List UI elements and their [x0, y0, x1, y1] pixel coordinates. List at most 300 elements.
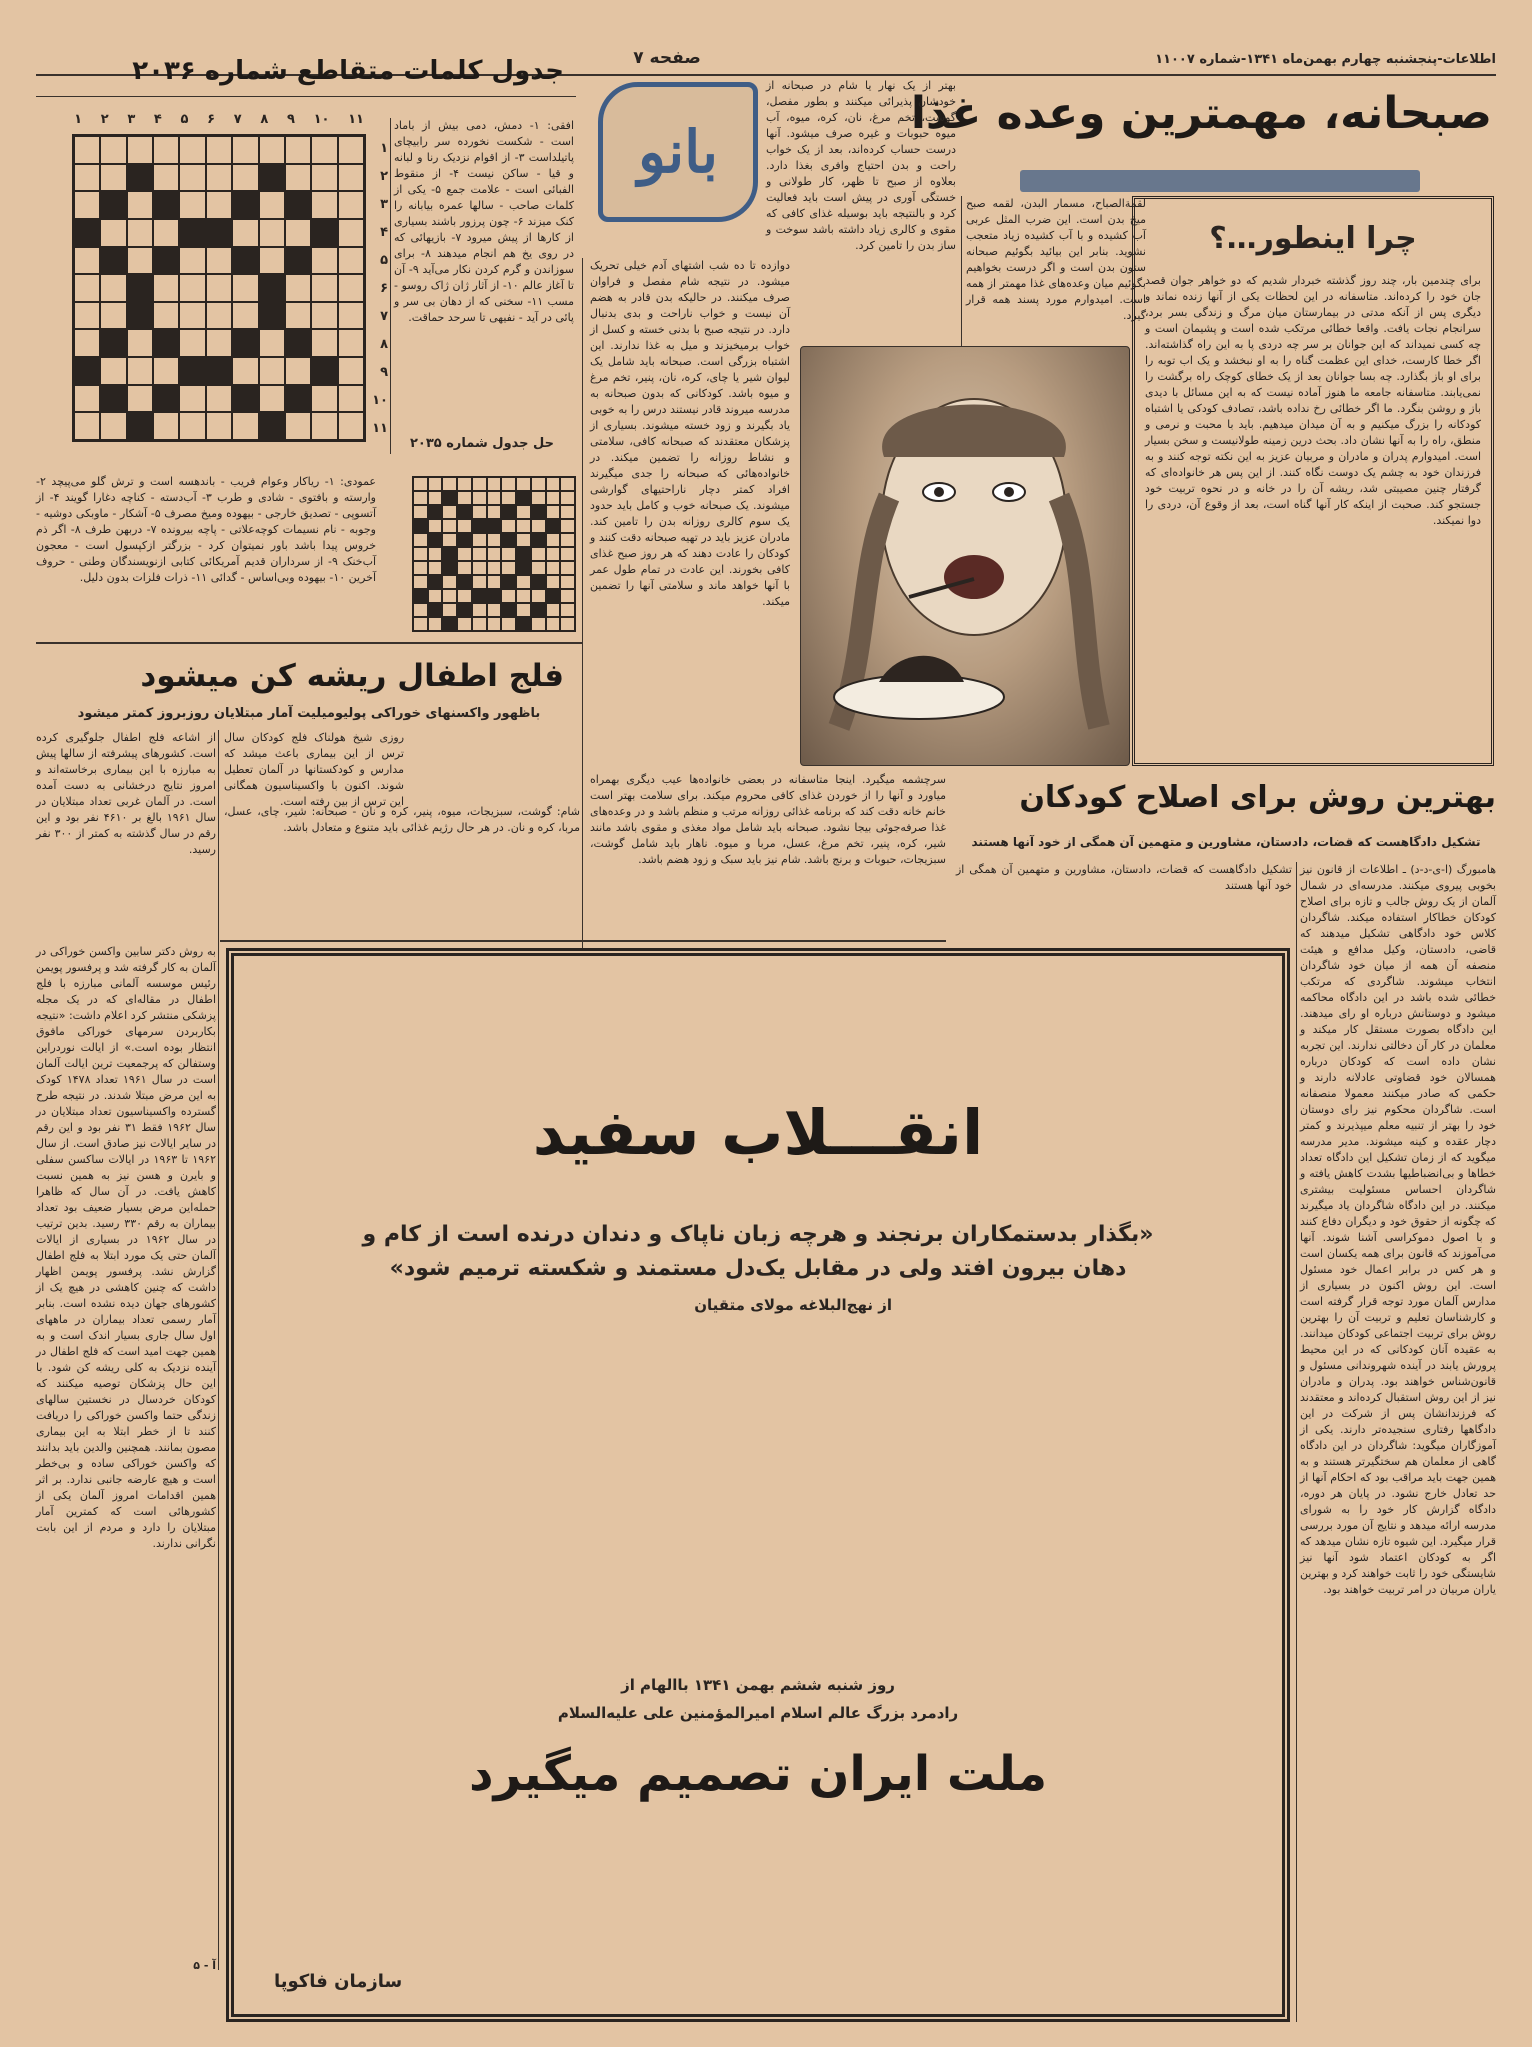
crossword-cell	[457, 575, 472, 589]
col-number: ۷	[233, 112, 242, 127]
crossword-cell[interactable]	[285, 329, 311, 357]
crossword-cell	[442, 603, 457, 617]
row-number: ۸	[380, 336, 388, 352]
crossword-cell	[442, 617, 457, 631]
crossword-cell	[428, 533, 443, 547]
crossword-cell	[442, 519, 457, 533]
crossword-cell	[487, 477, 502, 491]
crossword-cell[interactable]	[259, 412, 285, 440]
crossword-cell	[501, 519, 516, 533]
crossword-cell[interactable]	[259, 274, 285, 302]
crossword-cell[interactable]	[153, 164, 179, 192]
crossword-cell[interactable]	[153, 329, 179, 357]
crossword-cell[interactable]	[74, 219, 100, 247]
crossword-cell[interactable]	[206, 357, 232, 385]
crossword-row-numbers	[370, 134, 388, 442]
crossword-cell[interactable]	[259, 329, 285, 357]
crossword-down-clues: عمودی: ۱- ریاکار وعوام فریب - باندهسه است و ترش گلو می‌پیچد ۲- وارسته و بافتوی - شادی و طرب ۳- آب‌دسته - کناچه دغارا گویند ۴- از آتسوپی - تصدیق خارجی - بیهوده ومیخ مصرف ۵- آشکار - ماوبکی دوشیه - وجوبه - نام نسیمات کوچه‌علاتی - پاچه بیرونده ۷- دربهن طرف ۸- اگر ذم خروس پیدا باشد باور نمیتوان کرد - بزرگتر ازکپسول است - معجون آب‌خنک ۹- از سرداران قدیم آمریکائی کتابی ازنویسندگان وطنی - حروف آخرین ۱۰- بیهوده وبی‌اساس - گدائی ۱۱- ذرات فلزات بدون دلیل.	[36, 475, 377, 584]
crossword-cell	[560, 491, 575, 505]
crossword-cell	[531, 477, 546, 491]
crossword-cell[interactable]	[100, 302, 126, 330]
crossword-cell	[487, 533, 502, 547]
crossword-cell	[457, 505, 472, 519]
crossword-cell[interactable]	[153, 136, 179, 164]
crossword-cell	[516, 519, 531, 533]
crossword-cell[interactable]	[100, 412, 126, 440]
issue-line: اطلاعات-پنجشنبه چهارم بهمن‌ماه ۱۳۴۱-شماره ۱۱۰۰۷	[1155, 52, 1496, 67]
crossword-cell[interactable]	[285, 357, 311, 385]
crossword-cell[interactable]	[153, 247, 179, 275]
crossword-cell	[516, 505, 531, 519]
reform-body-lead	[956, 862, 1292, 942]
crossword-cell	[413, 561, 428, 575]
crossword-cell	[472, 575, 487, 589]
ad-slogan: ملت ایران تصمیم میگیرد	[468, 1746, 1048, 1802]
crossword-cell	[428, 575, 443, 589]
crossword-cell[interactable]	[311, 274, 337, 302]
clue-divider	[390, 118, 391, 454]
crossword-cell[interactable]	[179, 385, 205, 413]
crossword-cell[interactable]	[127, 357, 153, 385]
col-number: ۶	[207, 112, 216, 127]
crossword-cell[interactable]	[153, 219, 179, 247]
crossword-cell	[457, 617, 472, 631]
row-number: ۶	[380, 280, 388, 296]
crossword-cell	[442, 533, 457, 547]
crossword-cell[interactable]	[74, 329, 100, 357]
crossword-cell[interactable]	[127, 219, 153, 247]
crossword-cell[interactable]	[311, 385, 337, 413]
crossword-cell	[516, 477, 531, 491]
crossword-cell[interactable]	[338, 302, 364, 330]
why-title: چرا اینطور…؟	[1209, 221, 1417, 256]
row-number: ۲	[380, 168, 388, 184]
crossword-cell[interactable]	[179, 164, 205, 192]
ad-headline: انقـــلاب سفید	[532, 1096, 984, 1169]
crossword-cell	[560, 589, 575, 603]
crossword-cell	[546, 519, 561, 533]
crossword-cell[interactable]	[338, 357, 364, 385]
crossword-cell	[501, 575, 516, 589]
crossword-cell[interactable]	[232, 136, 258, 164]
crossword-cell	[413, 547, 428, 561]
polio-divider	[218, 730, 219, 1970]
crossword-cell[interactable]	[206, 191, 232, 219]
crossword-cell[interactable]	[153, 274, 179, 302]
crossword-cell[interactable]	[206, 247, 232, 275]
crossword-cell[interactable]	[74, 247, 100, 275]
ad-quote: «بگذار بدستمکاران برنجند و هرچه زبان ناپاک و دندان درنده است از کام و دهان بیرون افتد ولی در مقابل یک‌دل مستمند و شکسته ترمیم شود»	[362, 1222, 1154, 1281]
crossword-cell	[442, 561, 457, 575]
crossword-cell	[546, 603, 561, 617]
banoo-logo-text: بانو	[638, 118, 718, 186]
food-column-tail: شام: گوشت، سبزیجات، میوه، پنیر، کره و نان - صبحانه: شیر، چای، عسل، مربا، کره و نان. در هر حال رژیم غذائی باید متنوع و متعادل باشد.	[224, 805, 580, 834]
crossword-cell[interactable]	[127, 136, 153, 164]
crossword-cell[interactable]	[232, 274, 258, 302]
crossword-cell	[501, 561, 516, 575]
crossword-cell	[428, 505, 443, 519]
row-number: ۹	[380, 364, 388, 380]
ad-imam-line: رادمرد بزرگ عالم اسلام امیرالمؤمنین علی علیه‌السلام	[557, 1704, 959, 1722]
crossword-cell	[560, 505, 575, 519]
crossword-cell[interactable]	[259, 302, 285, 330]
crossword-cell[interactable]	[206, 164, 232, 192]
crossword-cell	[487, 589, 502, 603]
crossword-cell[interactable]	[127, 191, 153, 219]
crossword-cell[interactable]	[259, 357, 285, 385]
crossword-cell[interactable]	[285, 274, 311, 302]
crossword-cell[interactable]	[179, 136, 205, 164]
crossword-cell[interactable]	[127, 329, 153, 357]
crossword-cell	[546, 561, 561, 575]
crossword-cell[interactable]	[285, 247, 311, 275]
polio-subtitle: باظهور واکسنهای خوراکی پولیومیلیت آمار مبتلایان روزبروز کمتر میشود	[77, 706, 541, 721]
crossword-cell[interactable]	[206, 385, 232, 413]
crossword-cell	[472, 547, 487, 561]
crossword-cell	[442, 589, 457, 603]
crossword-cell	[487, 575, 502, 589]
crossword-cell	[560, 617, 575, 631]
reform-headline: بهترین روش برای اصلاح کودکان	[1019, 780, 1496, 815]
crossword-cell	[428, 561, 443, 575]
food-divider	[582, 258, 583, 948]
crossword-cell[interactable]	[74, 274, 100, 302]
crossword-cell	[442, 477, 457, 491]
crossword-cell	[501, 491, 516, 505]
col-number: ۵	[180, 112, 189, 127]
crossword-cell	[516, 603, 531, 617]
crossword-cell[interactable]	[100, 191, 126, 219]
ad-source: از نهج‌البلاغه مولای متقیان	[694, 1296, 892, 1314]
crossword-cell	[428, 491, 443, 505]
row-number: ۱۱	[372, 420, 388, 436]
crossword-cell[interactable]	[179, 412, 205, 440]
crossword-cell	[472, 603, 487, 617]
crossword-cell[interactable]	[153, 385, 179, 413]
crossword-cell[interactable]	[127, 412, 153, 440]
crossword-cell[interactable]	[338, 329, 364, 357]
crossword-cell[interactable]	[100, 247, 126, 275]
crossword-cell[interactable]	[338, 274, 364, 302]
crossword-cell[interactable]	[232, 191, 258, 219]
crossword-cell	[428, 547, 443, 561]
crossword-cell	[487, 519, 502, 533]
girl-eating-illustration	[800, 346, 1130, 766]
crossword-cell	[546, 547, 561, 561]
crossword-cell	[487, 603, 502, 617]
row-number: ۱	[380, 140, 388, 156]
crossword-cell	[487, 505, 502, 519]
crossword-cell[interactable]	[311, 219, 337, 247]
crossword-cell[interactable]	[232, 385, 258, 413]
middle-bottom-rule	[220, 940, 946, 942]
illustration-sketch	[799, 347, 1129, 767]
crossword-cell	[546, 589, 561, 603]
crossword-cell[interactable]	[74, 191, 100, 219]
crossword-cell[interactable]	[179, 357, 205, 385]
crossword-cell	[428, 519, 443, 533]
ad-org: سازمان فاکوپا	[274, 1971, 403, 1992]
crossword-cell	[457, 547, 472, 561]
crossword-cell	[413, 575, 428, 589]
crossword-cell[interactable]	[153, 302, 179, 330]
row-number: ۵	[380, 252, 388, 268]
crossword-cell[interactable]	[74, 164, 100, 192]
crossword-cell[interactable]	[338, 412, 364, 440]
crossword-cell[interactable]	[259, 219, 285, 247]
crossword-cell	[428, 477, 443, 491]
crossword-cell	[501, 505, 516, 519]
crossword-cell[interactable]	[74, 302, 100, 330]
crossword-title: جدول کلمات متقاطع شماره ۲۰۳۶	[132, 56, 564, 86]
row-number: ۳	[380, 196, 388, 212]
crossword-cell[interactable]	[311, 302, 337, 330]
crossword-cell[interactable]	[285, 385, 311, 413]
crossword-cell	[472, 519, 487, 533]
crossword-cell	[457, 477, 472, 491]
crossword-cell[interactable]	[311, 191, 337, 219]
crossword-cell	[457, 589, 472, 603]
white-revolution-ad	[226, 948, 1290, 2022]
crossword-cell	[413, 519, 428, 533]
crossword-cell[interactable]	[232, 357, 258, 385]
crossword-cell	[413, 589, 428, 603]
crossword-cell[interactable]	[232, 412, 258, 440]
crossword-cell	[457, 491, 472, 505]
food-column-bottom: سرچشمه میگیرد. اینجا متاسفانه در بعضی خانواده‌ها عیب دیگری بهمراه میاورد و آنها را از خوردن غذای کافی محروم میکند. برای سلامت بهتر است خانم خانه دقت کند که برنامه غذائی روزانه مرتب و منظم باشد و در وعده‌های غذا صرفه‌جوئی بیجا نشود. صبحانه باید شامل مواد مغذی و مقوی باشد مانند شیر، کره، پنیر، تخم مرغ، عسل، مربا و میوه. ناهار باید شامل گوشت، سبزیجات، حبوبات و برنج باشد. شام نیز باید سبک و زود هضم باشد.	[590, 773, 946, 866]
crossword-cell	[413, 505, 428, 519]
crossword-cell	[472, 589, 487, 603]
crossword-cell[interactable]	[206, 136, 232, 164]
crossword-cell	[442, 491, 457, 505]
crossword-cell[interactable]	[232, 219, 258, 247]
crossword-cell[interactable]	[259, 385, 285, 413]
crossword-cell[interactable]	[127, 302, 153, 330]
crossword-cell[interactable]	[206, 274, 232, 302]
crossword-cell	[546, 533, 561, 547]
crossword-cell	[546, 505, 561, 519]
col-number: ۱	[74, 112, 83, 127]
crossword-cell[interactable]	[100, 357, 126, 385]
col-number: ۹	[286, 112, 295, 127]
crossword-cell[interactable]	[100, 164, 126, 192]
crossword-cell	[531, 533, 546, 547]
col-number: ۲	[100, 112, 109, 127]
crossword-cell	[413, 477, 428, 491]
crossword-cell	[487, 491, 502, 505]
crossword-cell	[531, 519, 546, 533]
crossword-cell	[501, 547, 516, 561]
crossword-cell	[560, 519, 575, 533]
crossword-cell	[413, 491, 428, 505]
crossword-cell[interactable]	[127, 247, 153, 275]
crossword-cell[interactable]	[338, 219, 364, 247]
crossword-cell[interactable]	[338, 164, 364, 192]
crossword-cell[interactable]	[179, 302, 205, 330]
crossword-cell	[472, 491, 487, 505]
polio-side-column: به روش دکتر سابین واکسن خوراکی در آلمان به کار گرفته شد و پرفسور پویمن رئیس موسسه آلمانی مبارزه با فلج اطفال در مقاله‌ای که در یک مجله پزشکی منتشر کرد اعلام داشت: «نتیجه بکاربردن سرمهای خوراکی مافوق انتظار بوده است.» از ایالت نوردراین وستفالن که پرجمعیت ترین ایالت آلمان است در سال ۱۹۶۱ تعداد ۱۴۷۸ کودک به این مرض مبتلا شدند. در نتیجه طرح گسترده واکسیناسیون تعداد مبتلایان در سال ۱۹۶۲ فقط ۳۱ نفر بود و این رقم در سایر ایالات نیز صادق است. از سال ۱۹۶۲ تا ۱۹۶۳ در ایالات ساکسن سفلی و بایرن و هسن نیز به همین نسبت کاهش یافت. در آن سال که ظاهرا حمله‌این مرض بسیار ضعیف بود تعداد بیماران به رقم ۳۳۰ رسید. بدین ترتیب در سال ۱۹۶۲ در بسیاری از ایالات آلمان حتی یک مورد ابتلا به فلج اطفال گزارش نشد. پرفسور پویمن اظهار داشت که چنین کاهشی در هیچ یک از کشورهای جهان دیده نشده است. بنابر آمار رسمی تعداد بیماران در ماههای اول سال جاری بسیار اندک است و به همین جهت امید است که فلج اطفال در آینده نزدیک به کلی ریشه کن شود. با این حال پزشکان توصیه میکنند که کودکان خردسال در نخستین سالهای زندگی حتما واکسن خوراکی را دریافت کنند تا از خطر ابتلا به این بیماری مصون بمانند. همچنین والدین باید بدانند که واکسن خوراکی ساده و بی‌خطر است و هیچ عارضه جانبی ندارد. بر اثر همین اقدامات امروز آلمان یکی از کشورهائی است که کمترین آمار مبتلایان را دارد و مردم از این بابت نگرانی ندارند.	[36, 945, 217, 1550]
crossword-cell	[413, 617, 428, 631]
crossword-cell[interactable]	[285, 136, 311, 164]
crossword-cell[interactable]	[74, 136, 100, 164]
crossword-cell[interactable]	[179, 274, 205, 302]
reform-subtitle: تشکیل دادگاهست که قضات، دادستان، مشاورین و متهمین آن همگی از خود آنها هستند	[971, 835, 1481, 849]
crossword-cell[interactable]	[285, 191, 311, 219]
banoo-logo	[598, 82, 758, 222]
reform-lead-text: تشکیل دادگاهست که قضات، دادستان، مشاورین و متهمین آن همگی از خود آنها هستند	[956, 863, 1292, 892]
crossword-cell	[487, 617, 502, 631]
crossword-cell	[531, 603, 546, 617]
breakfast-divider	[961, 196, 962, 346]
crossword-cell[interactable]	[285, 219, 311, 247]
crossword-cell[interactable]	[74, 385, 100, 413]
crossword-cell	[531, 589, 546, 603]
crossword-cell	[457, 561, 472, 575]
crossword-cell	[531, 617, 546, 631]
polio-col-b: روزی شیخ هولناک فلج کودکان سال ترس از این بیماری باعث میشد که مدارس و کودکستانها در آلمان تعطیل شوند. اکنون با واکسیناسیون همگانی این ترس از بین رفته است.	[224, 731, 404, 808]
ad-date-line: روز شنبه ششم بهمن ۱۳۴۱ باالهام از	[621, 1676, 895, 1694]
crossword-cell	[501, 533, 516, 547]
crossword-cell[interactable]	[127, 274, 153, 302]
crossword-cell[interactable]	[338, 191, 364, 219]
why-body: برای چندمین بار، چند روز گذشته خبردار شدیم که دو خواهر جوان قصد جان خود را کرده‌اند. متاسفانه در این لحظات یکی از آنها زنده نماند و دیگری پس از آنکه مدتی در بیمارستان میان مرگ و زندگی بسر برد، سرانجام نجات یافت. واقعا خطائی مرتکب شده است و پشیمان است و چه کسی نمیداند که این جوانان بر سر چه دردی پا به این راه گذاشته‌اند. اگر خطا کارست، خدای این عظمت گناه را به او نبخشد و یک اب توبه را برای او باز بگذارد. چه بسا جوانان بعد از یک خطای کوچک راه برگشت را نمی‌یابند. متاسفانه جامعه ما هنوز آماده نیست که به این مسائل با دیدی باز و روشن بنگرد. ما اگر خطائی رخ نداده باشد، تصادف کودکی یا اشتباه کودکانه را بزرگ میکنیم و به آن میدان میدهیم. باید با محبت و نرمی و منطق، راه را به آنها نشان داد. بحث درین زمینه طولانیست و سخن بسیار است. امیدوارم پدران و مادران و مربیان عزیز به این نکته توجه کنند و به فرزندان خود به چشم یک دوست نگاه کنند. از این پس هر خانواده‌ای که گرفتار چنین مصیبتی شد، ریشه آن را در خانه و در نحوه تربیت خود جستجو کند. صحبت از اینکه کار آنها گناه است، بعد از وقوع آن، دردی را دوا نمیکند.	[1145, 274, 1481, 527]
crossword-cell[interactable]	[232, 247, 258, 275]
crossword-cell[interactable]	[311, 164, 337, 192]
crossword-cell	[516, 547, 531, 561]
col-number: ۱۰	[313, 112, 330, 127]
crossword-cell[interactable]	[127, 385, 153, 413]
crossword-cell[interactable]	[338, 136, 364, 164]
crossword-cell[interactable]	[153, 191, 179, 219]
polio-footnote: آ - ۵	[193, 1959, 216, 1972]
crossword-cell[interactable]	[100, 219, 126, 247]
crossword-cell[interactable]	[74, 357, 100, 385]
crossword-col-numbers	[74, 112, 364, 127]
crossword-cell[interactable]	[338, 247, 364, 275]
crossword-cell	[501, 617, 516, 631]
crossword-cell	[516, 533, 531, 547]
crossword-cell	[531, 547, 546, 561]
col-number: ۳	[127, 112, 136, 127]
crossword-cell	[560, 603, 575, 617]
col-number: ۸	[260, 112, 269, 127]
crossword-cell[interactable]	[153, 412, 179, 440]
crossword-cell[interactable]	[232, 302, 258, 330]
crossword-cell	[531, 505, 546, 519]
crossword-cell	[457, 519, 472, 533]
crossword-cell	[472, 505, 487, 519]
crossword-cell[interactable]	[206, 412, 232, 440]
crossword-cell	[516, 617, 531, 631]
crossword-grid[interactable]	[72, 134, 366, 442]
crossword-cell	[457, 533, 472, 547]
col-number: ۱۱	[348, 112, 364, 127]
crossword-bottom-rule	[36, 642, 582, 644]
crossword-cell[interactable]	[259, 247, 285, 275]
crossword-cell	[428, 617, 443, 631]
crossword-cell[interactable]	[285, 302, 311, 330]
crossword-cell	[501, 477, 516, 491]
breakfast-col1: بهتر از یک نهار یا شام در صبحانه از خودشان پذیرائی میکنند و بطور مفصل، گوشت، تخم مرغ، نان، کره، میوه، آب میوه حبوبات و غیره صرف میشود. آنها درست حساب کرده‌اند، بعد از یک خواب راحت و بدن احتیاج وافری بغذا دارد. بعلاوه از صبح تا ظهر، کار طولانی و خستگی آوری در پیش است باید فعالیت کرد و بالنتیجه باید بوسیله غذای کافی که مقوی و کالری زیاد داشته باشد سوخت و ساز بدن را تامین کرد.	[766, 79, 956, 252]
crossword-cell	[472, 561, 487, 575]
crossword-cell[interactable]	[311, 329, 337, 357]
crossword-cell	[501, 603, 516, 617]
crossword-cell	[560, 547, 575, 561]
crossword-cell[interactable]	[259, 136, 285, 164]
polio-headline: فلج اطفال ریشه کن میشود	[140, 658, 564, 694]
crossword-cell[interactable]	[179, 247, 205, 275]
crossword-cell	[442, 575, 457, 589]
crossword-cell	[546, 575, 561, 589]
crossword-cell[interactable]	[127, 164, 153, 192]
crossword-cell[interactable]	[206, 329, 232, 357]
crossword-cell[interactable]	[285, 164, 311, 192]
crossword-cell[interactable]	[311, 412, 337, 440]
crossword-cell[interactable]	[285, 412, 311, 440]
crossword-cell[interactable]	[179, 329, 205, 357]
crossword-cell[interactable]	[100, 136, 126, 164]
crossword-cell[interactable]	[153, 357, 179, 385]
crossword-cell[interactable]	[206, 219, 232, 247]
breakfast-col2: لقمةالصباح، مسمار البدن، لقمه صبح میخ بدن است. این ضرب المثل عربی آب کشیده و با آب کشیده زیاد متعجب نشوید. بنابر این بیائید بگوئیم صبحانه ستون بدن است و اگر درست بخواهیم بگوئیم میان وعده‌های غذا مهمتر از همه است. امیدوارم مورد پسند همه قرار گیرد.	[966, 197, 1146, 322]
col-number: ۴	[153, 112, 162, 127]
crossword-cell[interactable]	[100, 385, 126, 413]
crossword-cell	[516, 561, 531, 575]
crossword-cell[interactable]	[100, 274, 126, 302]
crossword-cell[interactable]	[338, 385, 364, 413]
crossword-cell[interactable]	[232, 164, 258, 192]
crossword-across-clues: افقی: ۱- دمش، دمی بیش از باماد است - شکست نخورده سر رابیچای پاتیلداست ۳- از اقوام نزدیک رنا و لبانه و قیا - ساکن نیست ۴- از منقوط الفبائی است - علامت جمع ۵- یکی از کلمات صاحب - سالها عمره بیابانه را کنک میزند ۶- چون پرزور باشند بسیاری از کارها از پیش میرود ۷- بازیهائی که در روی یخ هم انجام میدهند ۸- برای سوزاندن و گرم کردن نکار می‌آید ۹- آن تا آغاز عالم ۱۰- از آثار ژان ژاک روسو - مسب ۱۱- سخنی که از دهان بی سر و پائی در آید - نفیهی تا سرحد حماقت.	[394, 119, 575, 324]
why-box	[1132, 196, 1494, 766]
crossword-cell	[546, 491, 561, 505]
food-column: دوازده تا ده شب اشتهای آدم خیلی تحریک میشود. در نتیجه شام مفصل و فراوان صرف میکنند. در حالیکه بدن قادر به هضم آن نیست و خواب ناراحت و بدی بدنبال دارد. در نتیجه صبح با بدنی خسته و کسل از خواب برمیخیزند و میل به غذا ندارند. این اشتباه بزرگی است. صبحانه باید شامل یک لیوان شیر یا چای، کره، نان، پنیر، تخم مرغ و میوه باشد. کودکانی که بدون صبحانه به مدرسه میروند قادر نیستند درس را به خوبی یاد بگیرند و زود خسته میشوند. بسیاری از پزشکان معتقدند که صبحانه کافی، سلامتی و نشاط روزانه را تضمین میکند. در خانواده‌هائی که صبحانه را جدی میگیرند افراد کمتر دچار ناراحتیهای گوارشی میشوند. یک صبحانه خوب و کامل باید حدود یک سوم کالری روزانه بدن را تامین کند. مادران عزیز باید در تهیه صبحانه دقت کنند و کودکان را عادت دهند که هر روز صبح غذای کافی بخورند. این عادت در تمام طول عمر با آنها خواهد ماند و سلامتی آنها را تضمین میکند.	[590, 259, 790, 608]
crossword-cell[interactable]	[311, 357, 337, 385]
solution-title: حل جدول شماره ۲۰۳۵	[409, 436, 555, 451]
crossword-cell	[487, 547, 502, 561]
crossword-cell	[560, 477, 575, 491]
crossword-cell[interactable]	[74, 412, 100, 440]
crossword-cell	[516, 491, 531, 505]
polio-col-a: از اشاعه فلج اطفال جلوگیری کرده است. کشورهای پیشرفته از سالها پیش به مبارزه با این بیماری برخاسته‌اند و امروز نتایج درخشانی به دست آمده است. در آلمان غربی تعداد مبتلایان در سال ۱۹۶۱ بالغ بر ۴۶۱۰ نفر بود و این رقم در سال گذشته به کمتر از ۳۰۰ نفر رسید.	[36, 731, 216, 856]
row-number: ۷	[380, 308, 388, 324]
crossword-cell[interactable]	[232, 329, 258, 357]
crossword-cell	[531, 491, 546, 505]
crossword-cell	[457, 603, 472, 617]
headline-underline	[1020, 170, 1420, 192]
page-number: صفحه ۷	[633, 48, 701, 68]
crossword-cell[interactable]	[179, 219, 205, 247]
crossword-cell	[531, 575, 546, 589]
breakfast-headline: صبحانه، مهمترین وعده غذا	[910, 88, 1492, 139]
crossword-cell	[413, 533, 428, 547]
crossword-cell[interactable]	[311, 136, 337, 164]
crossword-cell	[428, 603, 443, 617]
crossword-cell	[487, 561, 502, 575]
crossword-cell	[560, 575, 575, 589]
crossword-cell[interactable]	[259, 164, 285, 192]
crossword-cell	[531, 561, 546, 575]
crossword-cell	[442, 505, 457, 519]
crossword-cell[interactable]	[179, 191, 205, 219]
right-col-rule	[1296, 862, 1297, 2022]
crossword-cell	[501, 589, 516, 603]
crossword-cell[interactable]	[311, 247, 337, 275]
crossword-cell	[516, 589, 531, 603]
crossword-cell[interactable]	[100, 329, 126, 357]
crossword-cell[interactable]	[259, 191, 285, 219]
row-number: ۱۰	[372, 392, 388, 408]
crossword-cell[interactable]	[206, 302, 232, 330]
